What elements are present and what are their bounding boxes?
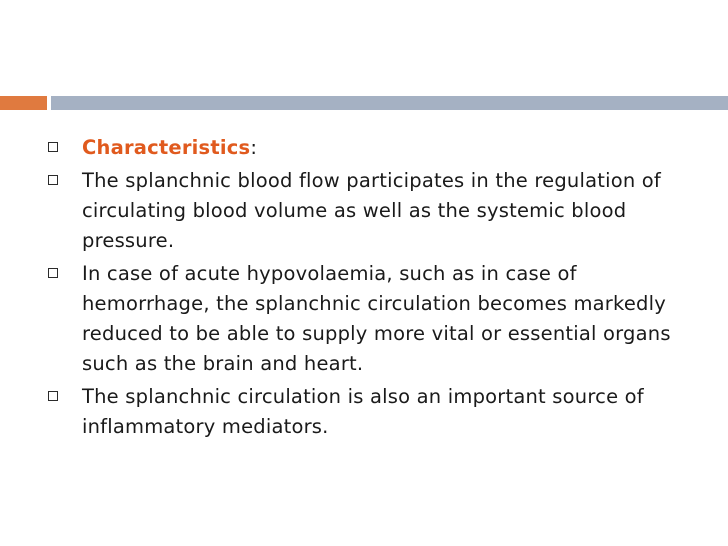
bullet-item <box>48 166 708 256</box>
bullet-text: In case of acute hypovolaemia, such as in case of hemorrhage, the splanchnic circulation becomes markedly reduced to be able to supply more vital or essential organs such as the brain and heart. <box>82 262 671 375</box>
square-bullet-icon <box>48 142 58 152</box>
bullet-text: The splanchnic blood flow participates in the regulation of circulating blood volume as well as the systemic blood pressure. <box>82 169 661 252</box>
bullet-list <box>48 133 708 445</box>
heading-term: Characteristics <box>82 136 251 159</box>
divider-main-bar <box>51 96 728 110</box>
bullet-item <box>48 259 708 379</box>
square-bullet-icon <box>48 268 58 278</box>
square-bullet-icon <box>48 391 58 401</box>
bullet-heading <box>48 133 708 163</box>
square-bullet-icon <box>48 175 58 185</box>
bullet-item <box>48 382 708 442</box>
heading-suffix: : <box>250 136 258 159</box>
bullet-text: The splanchnic circulation is also an important source of inflammatory mediators. <box>82 385 644 438</box>
divider-accent-block <box>0 96 47 110</box>
title-divider-band <box>0 96 728 110</box>
